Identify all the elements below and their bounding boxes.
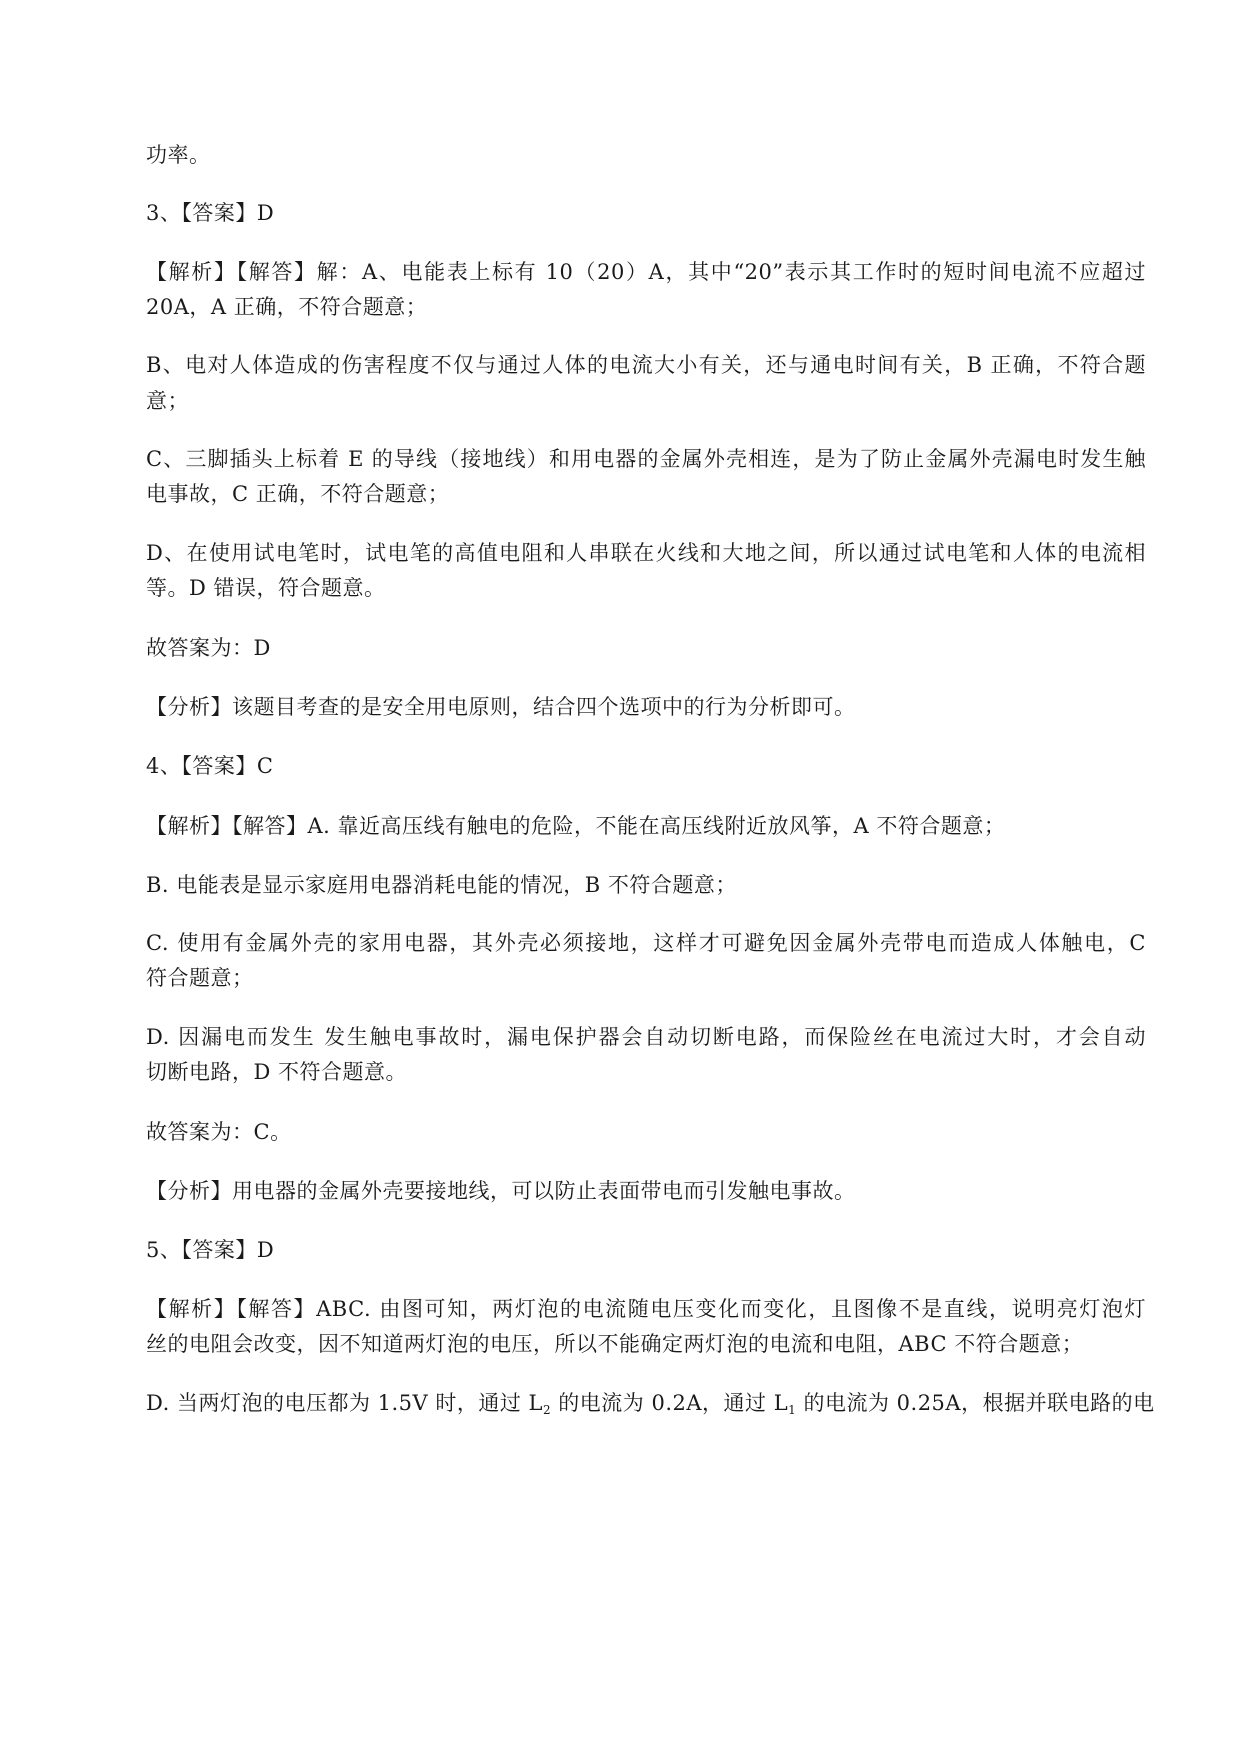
answer-heading-4: 4、【答案】C bbox=[146, 754, 274, 778]
text-line: 【解析】【解答】ABC. 由图可知，两灯泡的电流随电压变化而变化，且图像不是直线，说明亮灯泡灯 bbox=[146, 1297, 1146, 1321]
text-line: D. 因漏电而发生 发生触电事故时，漏电保护器会自动切断电路，而保险丝在电流过大时，才会自动 bbox=[146, 1025, 1146, 1049]
text-segment: 的电流为 0.25A，根据并联电路的电 bbox=[796, 1391, 1155, 1415]
text-line: 等。D 错误，符合题意。 bbox=[146, 576, 386, 600]
answer-heading-3: 3、【答案】D bbox=[146, 201, 275, 225]
text-line: C. 使用有金属外壳的家用电器，其外壳必须接地，这样才可避免因金属外壳带电而造成人体触电，C bbox=[146, 931, 1146, 955]
text-line: 意； bbox=[146, 389, 189, 413]
text-line-with-subscripts bbox=[146, 1388, 1155, 1418]
text-line: 电事故，C 正确，不符合题意； bbox=[146, 482, 450, 506]
final-answer: 故答案为：C。 bbox=[146, 1120, 292, 1144]
text-segment: D. 当两灯泡的电压都为 1.5V 时，通过 L bbox=[146, 1391, 543, 1415]
text-line: 功率。 bbox=[146, 143, 211, 167]
text-segment: 的电流为 0.2A，通过 L bbox=[551, 1391, 789, 1415]
text-line: D、在使用试电笔时，试电笔的高值电阻和人串联在火线和大地之间，所以通过试电笔和人体的电流相 bbox=[146, 541, 1146, 565]
answer-heading-5: 5、【答案】D bbox=[146, 1238, 275, 1262]
analysis-text: 【分析】用电器的金属外壳要接地线，可以防止表面带电而引发触电事故。 bbox=[146, 1179, 856, 1203]
text-line: 丝的电阻会改变，因不知道两灯泡的电压，所以不能确定两灯泡的电流和电阻，ABC 不符合题意； bbox=[146, 1332, 1084, 1356]
text-line: B、电对人体造成的伤害程度不仅与通过人体的电流大小有关，还与通电时间有关，B 正确，不符合题 bbox=[146, 353, 1146, 377]
text-line: 20A，A 正确，不符合题意； bbox=[146, 295, 428, 319]
text-line: 【解析】【解答】解：A、电能表上标有 10（20）A，其中“20”表示其工作时的短时间电流不应超过 bbox=[146, 260, 1146, 284]
subscript: 1 bbox=[788, 1403, 797, 1417]
text-line: 符合题意； bbox=[146, 966, 254, 990]
text-line: 【解析】【解答】A. 靠近高压线有触电的危险，不能在高压线附近放风筝，A 不符合题意； bbox=[146, 814, 1006, 838]
text-line: C、三脚插头上标着 E 的导线（接地线）和用电器的金属外壳相连，是为了防止金属外壳漏电时发生触 bbox=[146, 447, 1146, 471]
analysis-text: 【分析】该题目考查的是安全用电原则，结合四个选项中的行为分析即可。 bbox=[146, 695, 856, 719]
text-line: B. 电能表是显示家庭用电器消耗电能的情况，B 不符合题意； bbox=[146, 873, 737, 897]
final-answer: 故答案为：D bbox=[146, 636, 271, 660]
subscript: 2 bbox=[542, 1403, 552, 1417]
text-line: 切断电路，D 不符合题意。 bbox=[146, 1060, 408, 1084]
